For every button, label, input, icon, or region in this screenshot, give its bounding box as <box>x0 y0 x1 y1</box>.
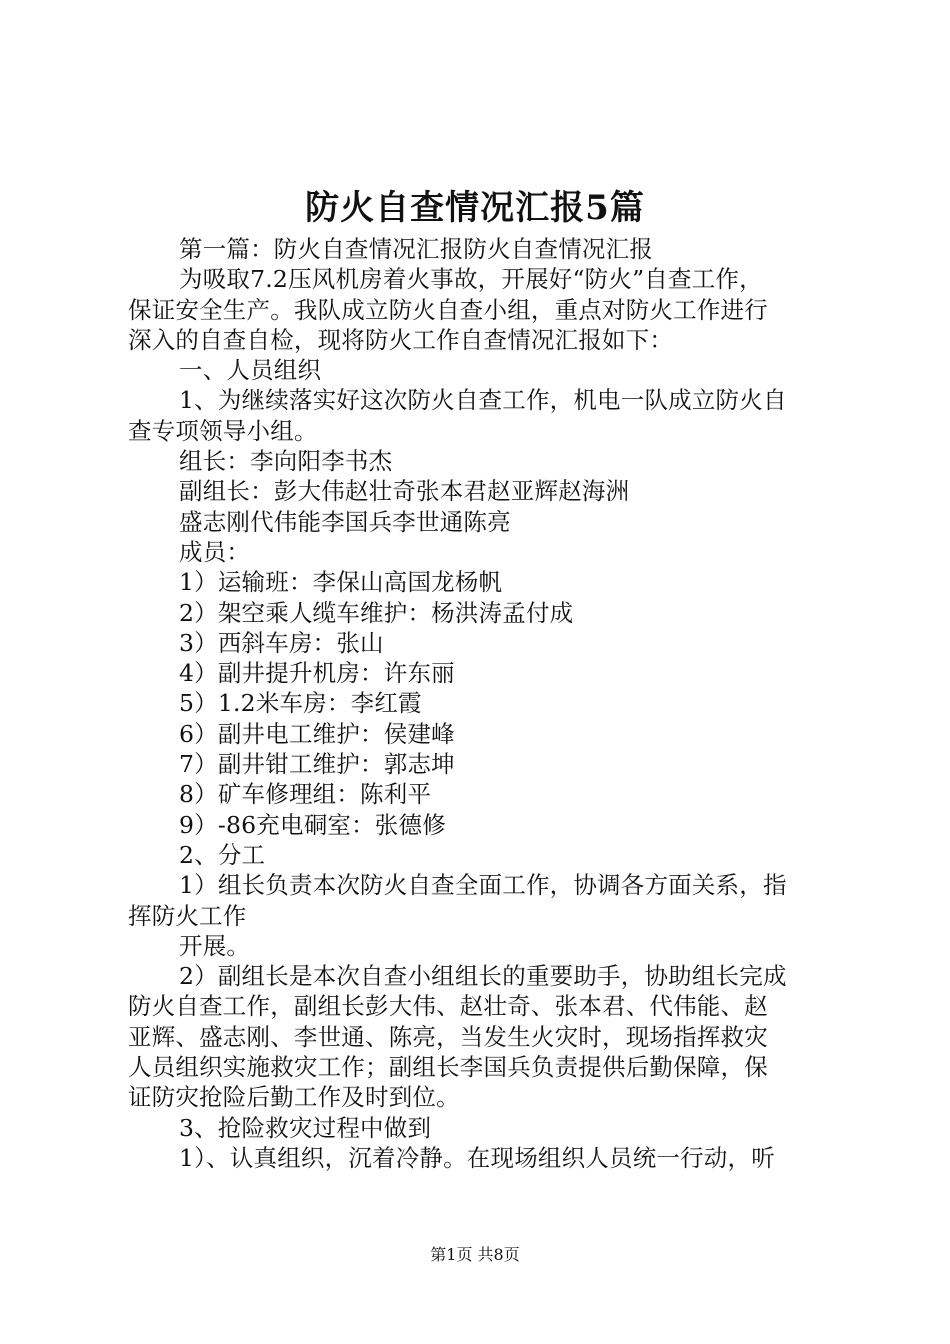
body-line: 1）组长负责本次防火自查全面工作，协调各方面关系，指 <box>179 871 787 900</box>
body-line: 为吸取7.2压风机房着火事故，开展好“防火”自查工作， <box>179 265 763 294</box>
body-line: 保证安全生产。我队成立防火自查小组，重点对防火工作进行 <box>128 295 768 324</box>
body-line: 证防灾抢险后勤工作及时到位。 <box>128 1083 460 1112</box>
body-line: 2、分工 <box>179 840 266 869</box>
body-line: 组长：李向阳李书杰 <box>179 447 393 476</box>
document-body <box>128 234 838 1173</box>
body-line: 6）副井电工维护：侯建峰 <box>179 719 455 748</box>
body-line: 防火自查工作，副组长彭大伟、赵壮奇、张本君、代伟能、赵 <box>128 992 768 1021</box>
body-line: 一、人员组织 <box>179 356 322 385</box>
body-line: 3、抢险救灾过程中做到 <box>179 1113 432 1142</box>
body-line: 1、为继续落实好这次防火自查工作，机电一队成立防火自 <box>179 386 787 415</box>
document-title: 防火自查情况汇报5篇 <box>305 188 645 228</box>
body-line: 7）副井钳工维护：郭志坤 <box>179 750 455 779</box>
body-line: 挥防火工作 <box>128 901 247 930</box>
body-line: 开展。 <box>179 931 251 960</box>
body-line: 亚辉、盛志刚、李世通、陈亮，当发生火灾时，现场指挥救灾 <box>128 1022 768 1051</box>
body-line: 3）西斜车房：张山 <box>179 628 384 657</box>
body-line: 副组长：彭大伟赵壮奇张本君赵亚辉赵海洲 <box>179 477 630 506</box>
page-footer: 第1页 共8页 <box>430 1245 520 1264</box>
body-line: 1）、认真组织，沉着冷静。在现场组织人员统一行动，听 <box>179 1143 775 1172</box>
body-line: 5）1.2米车房：李红霞 <box>179 689 422 718</box>
body-line: 盛志刚代伟能李国兵李世通陈亮 <box>179 507 511 536</box>
body-line: 2）副组长是本次自查小组组长的重要助手，协助组长完成 <box>179 962 787 991</box>
body-line: 8）矿车修理组：陈利平 <box>179 780 432 809</box>
body-line: 第一篇：防火自查情况汇报防火自查情况汇报 <box>179 235 653 263</box>
body-line: 查专项领导小组。 <box>128 416 318 445</box>
body-line: 人员组织实施救灾工作；副组长李国兵负责提供后勤保障，保 <box>128 1053 768 1082</box>
body-line: 4）副井提升机房：许东丽 <box>179 659 455 688</box>
body-line: 成员： <box>179 537 251 566</box>
body-line: 深入的自查自检，现将防火工作自查情况汇报如下： <box>128 325 674 354</box>
body-line: 9）-86充电硐室：张德修 <box>179 810 446 839</box>
body-line: 1）运输班：李保山高国龙杨帆 <box>179 568 503 597</box>
body-line: 2）架空乘人缆车维护：杨洪涛孟付成 <box>179 598 574 627</box>
